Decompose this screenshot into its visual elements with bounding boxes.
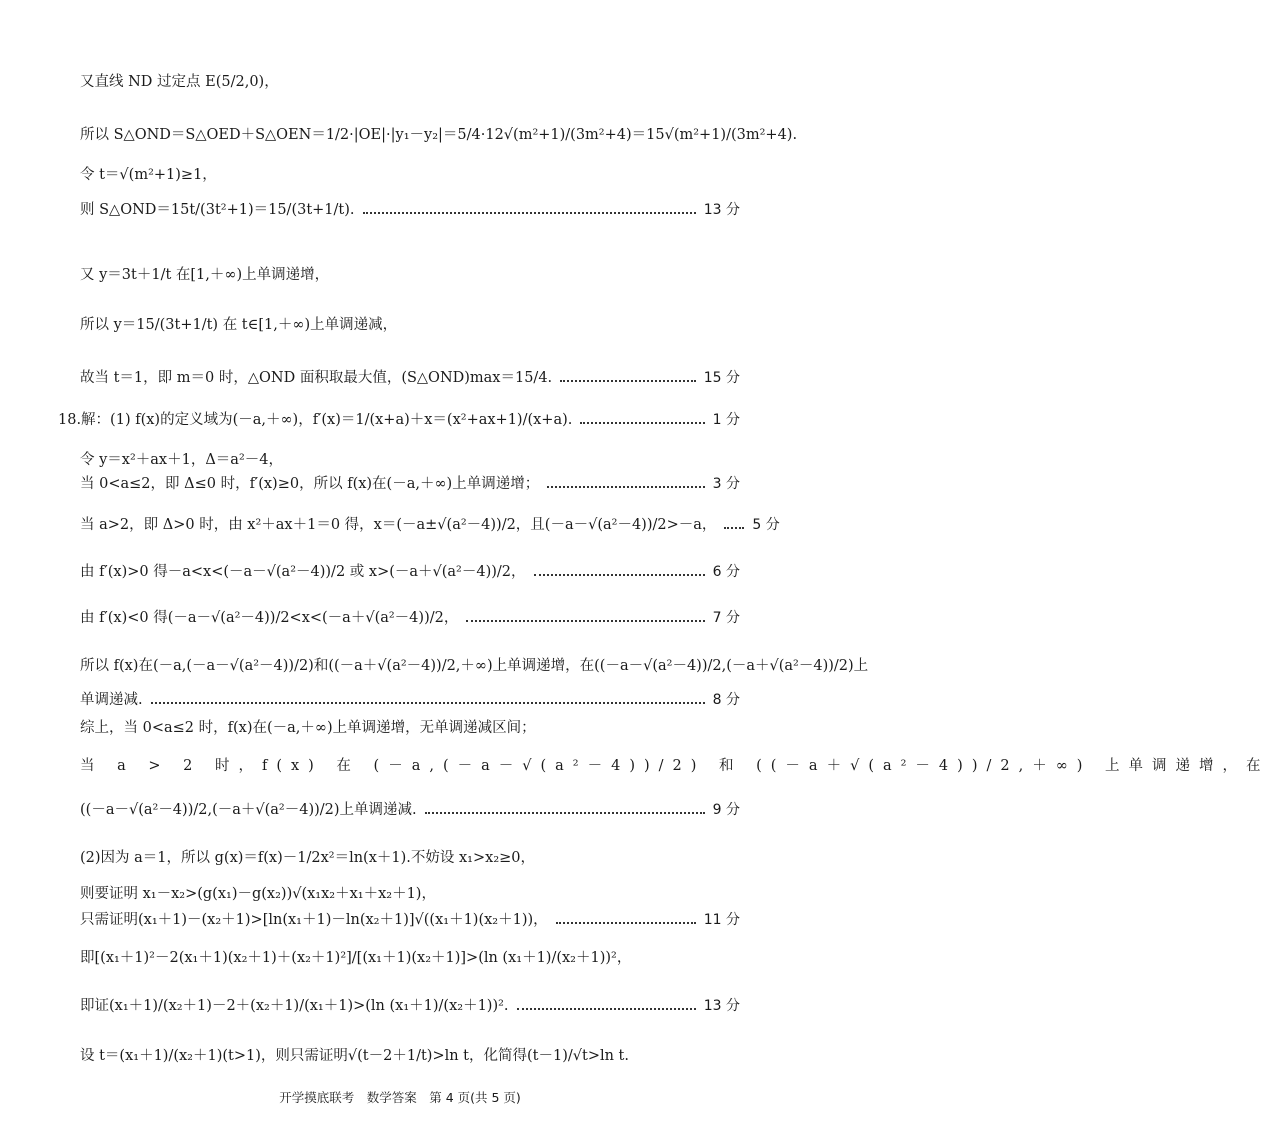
solution-line bbox=[80, 165, 740, 185]
score-label: 5 分 bbox=[752, 517, 780, 533]
solution-line bbox=[80, 690, 740, 710]
solution-text: 令 y＝x²＋ax＋1，Δ＝a²－4， bbox=[80, 452, 283, 468]
dot-leader bbox=[534, 574, 705, 576]
solution-text: 18.解：(1) f(x)的定义域为(－a,＋∞)，f′(x)＝1/(x+a)＋x＝(x²+ax+1)/(x+a). bbox=[58, 412, 573, 428]
dot-leader bbox=[517, 1008, 696, 1010]
dot-leader bbox=[363, 212, 696, 214]
solution-text: 当 0<a≤2，即 Δ≤0 时，f′(x)≥0，所以 f(x)在(－a,＋∞)上单调递增； bbox=[80, 476, 540, 492]
solution-line bbox=[80, 948, 740, 968]
solution-text: 即证(x₁＋1)/(x₂＋1)－2＋(x₂＋1)/(x₁＋1)>(ln (x₁＋1)/(x₂＋1))². bbox=[80, 998, 509, 1014]
score-label: 13 分 bbox=[703, 998, 740, 1014]
score-label: 11 分 bbox=[703, 912, 740, 928]
solution-text: 又 y＝3t＋1/t 在[1,＋∞)上单调递增， bbox=[80, 267, 330, 283]
solution-line bbox=[80, 200, 740, 220]
dot-leader bbox=[724, 527, 744, 529]
solution-text: 当 a>2，即 Δ>0 时，由 x²＋ax＋1＝0 得，x＝(－a±√(a²－4))/2，且(－a－√(a²－4))/2>－a， bbox=[80, 517, 717, 533]
dot-leader bbox=[151, 702, 705, 704]
dot-leader bbox=[556, 922, 696, 924]
solution-text: 当 a > 2 时，f(x) 在 (－a,(－a－√(a²－4))/2) 和 ((－a＋√(a²－4))/2,＋∞) 上单调递增，在 bbox=[80, 758, 1270, 774]
solution-line bbox=[80, 800, 740, 820]
solution-line bbox=[80, 515, 780, 535]
solution-line bbox=[80, 718, 740, 738]
solution-line bbox=[80, 756, 1270, 776]
solution-line bbox=[80, 848, 740, 868]
solution-line bbox=[80, 315, 740, 335]
solution-line bbox=[80, 910, 740, 930]
solution-text: 又直线 ND 过定点 E(5/2,0)， bbox=[80, 74, 279, 90]
score-label: 3 分 bbox=[712, 476, 740, 492]
solution-line bbox=[80, 1046, 740, 1066]
score-label: 1 分 bbox=[712, 412, 740, 428]
solution-line bbox=[80, 72, 740, 92]
score-label: 8 分 bbox=[712, 692, 740, 708]
solution-text: 单调递减. bbox=[80, 692, 143, 708]
solution-line bbox=[80, 474, 740, 494]
solution-text: ((－a－√(a²－4))/2,(－a＋√(a²－4))/2)上单调递减. bbox=[80, 802, 417, 818]
dot-leader bbox=[580, 422, 704, 424]
solution-text: 设 t＝(x₁＋1)/(x₂＋1)(t>1)，则只需证明√(t－2＋1/t)>ln t，化简得(t－1)/√t>ln t. bbox=[80, 1048, 629, 1064]
solution-line bbox=[80, 608, 740, 628]
solution-line bbox=[80, 125, 798, 145]
solution-text: 所以 y＝15/(3t+1/t) 在 t∈[1,＋∞)上单调递减， bbox=[80, 317, 398, 333]
solution-line bbox=[80, 884, 740, 904]
dot-leader bbox=[425, 812, 705, 814]
score-label: 7 分 bbox=[712, 610, 740, 626]
page-footer: 开学摸底联考 数学答案 第 4 页(共 5 页) bbox=[279, 1090, 521, 1105]
solution-line bbox=[80, 996, 740, 1016]
solution-line bbox=[80, 368, 740, 388]
solution-line bbox=[80, 656, 869, 676]
score-label: 6 分 bbox=[712, 564, 740, 580]
solution-text: 故当 t＝1，即 m＝0 时，△OND 面积取最大值，(S△OND)max＝15/4. bbox=[80, 370, 553, 386]
solution-line bbox=[58, 410, 740, 430]
score-label: 9 分 bbox=[712, 802, 740, 818]
solution-line bbox=[80, 562, 740, 582]
dot-leader bbox=[560, 380, 696, 382]
solution-line bbox=[80, 450, 740, 470]
score-label: 15 分 bbox=[703, 370, 740, 386]
solution-text: 即[(x₁＋1)²－2(x₁＋1)(x₂＋1)＋(x₂＋1)²]/[(x₁＋1)(x₂＋1)]>(ln (x₁＋1)/(x₂＋1))²， bbox=[80, 950, 632, 966]
solution-text: 由 f′(x)>0 得－a<x<(－a－√(a²－4))/2 或 x>(－a＋√(a²－4))/2， bbox=[80, 564, 526, 580]
solution-text: 令 t＝√(m²+1)≥1， bbox=[80, 167, 217, 183]
solution-text: 只需证明(x₁＋1)－(x₂＋1)>[ln(x₁＋1)－ln(x₂＋1)]√((x₁＋1)(x₂＋1))， bbox=[80, 912, 548, 928]
solution-text: 所以 f(x)在(－a,(－a－√(a²－4))/2)和((－a＋√(a²－4))/2,＋∞)上单调递增，在((－a－√(a²－4))/2,(－a＋√(a²－4))/2)上 bbox=[80, 658, 869, 674]
solution-text: 则要证明 x₁－x₂>(g(x₁)－g(x₂))√(x₁x₂＋x₁＋x₂＋1)， bbox=[80, 886, 436, 902]
solution-text: 综上，当 0<a≤2 时，f(x)在(－a,＋∞)上单调递增，无单调递减区间； bbox=[80, 720, 536, 736]
solution-text: 由 f′(x)<0 得(－a－√(a²－4))/2<x<(－a＋√(a²－4))/2， bbox=[80, 610, 459, 626]
solution-text: 则 S△OND＝15t/(3t²+1)＝15/(3t+1/t). bbox=[80, 202, 355, 218]
solution-line bbox=[80, 265, 740, 285]
dot-leader bbox=[466, 620, 704, 622]
solution-text: 所以 S△OND＝S△OED＋S△OEN＝1/2·|OE|·|y₁－y₂|＝5/4·12√(m²+1)/(3m²+4)＝15√(m²+1)/(3m²+4). bbox=[80, 127, 798, 143]
solution-text: (2)因为 a＝1，所以 g(x)＝f(x)－1/2x²＝ln(x＋1).不妨设 x₁>x₂≥0， bbox=[80, 850, 535, 866]
dot-leader bbox=[547, 486, 704, 488]
score-label: 13 分 bbox=[703, 202, 740, 218]
